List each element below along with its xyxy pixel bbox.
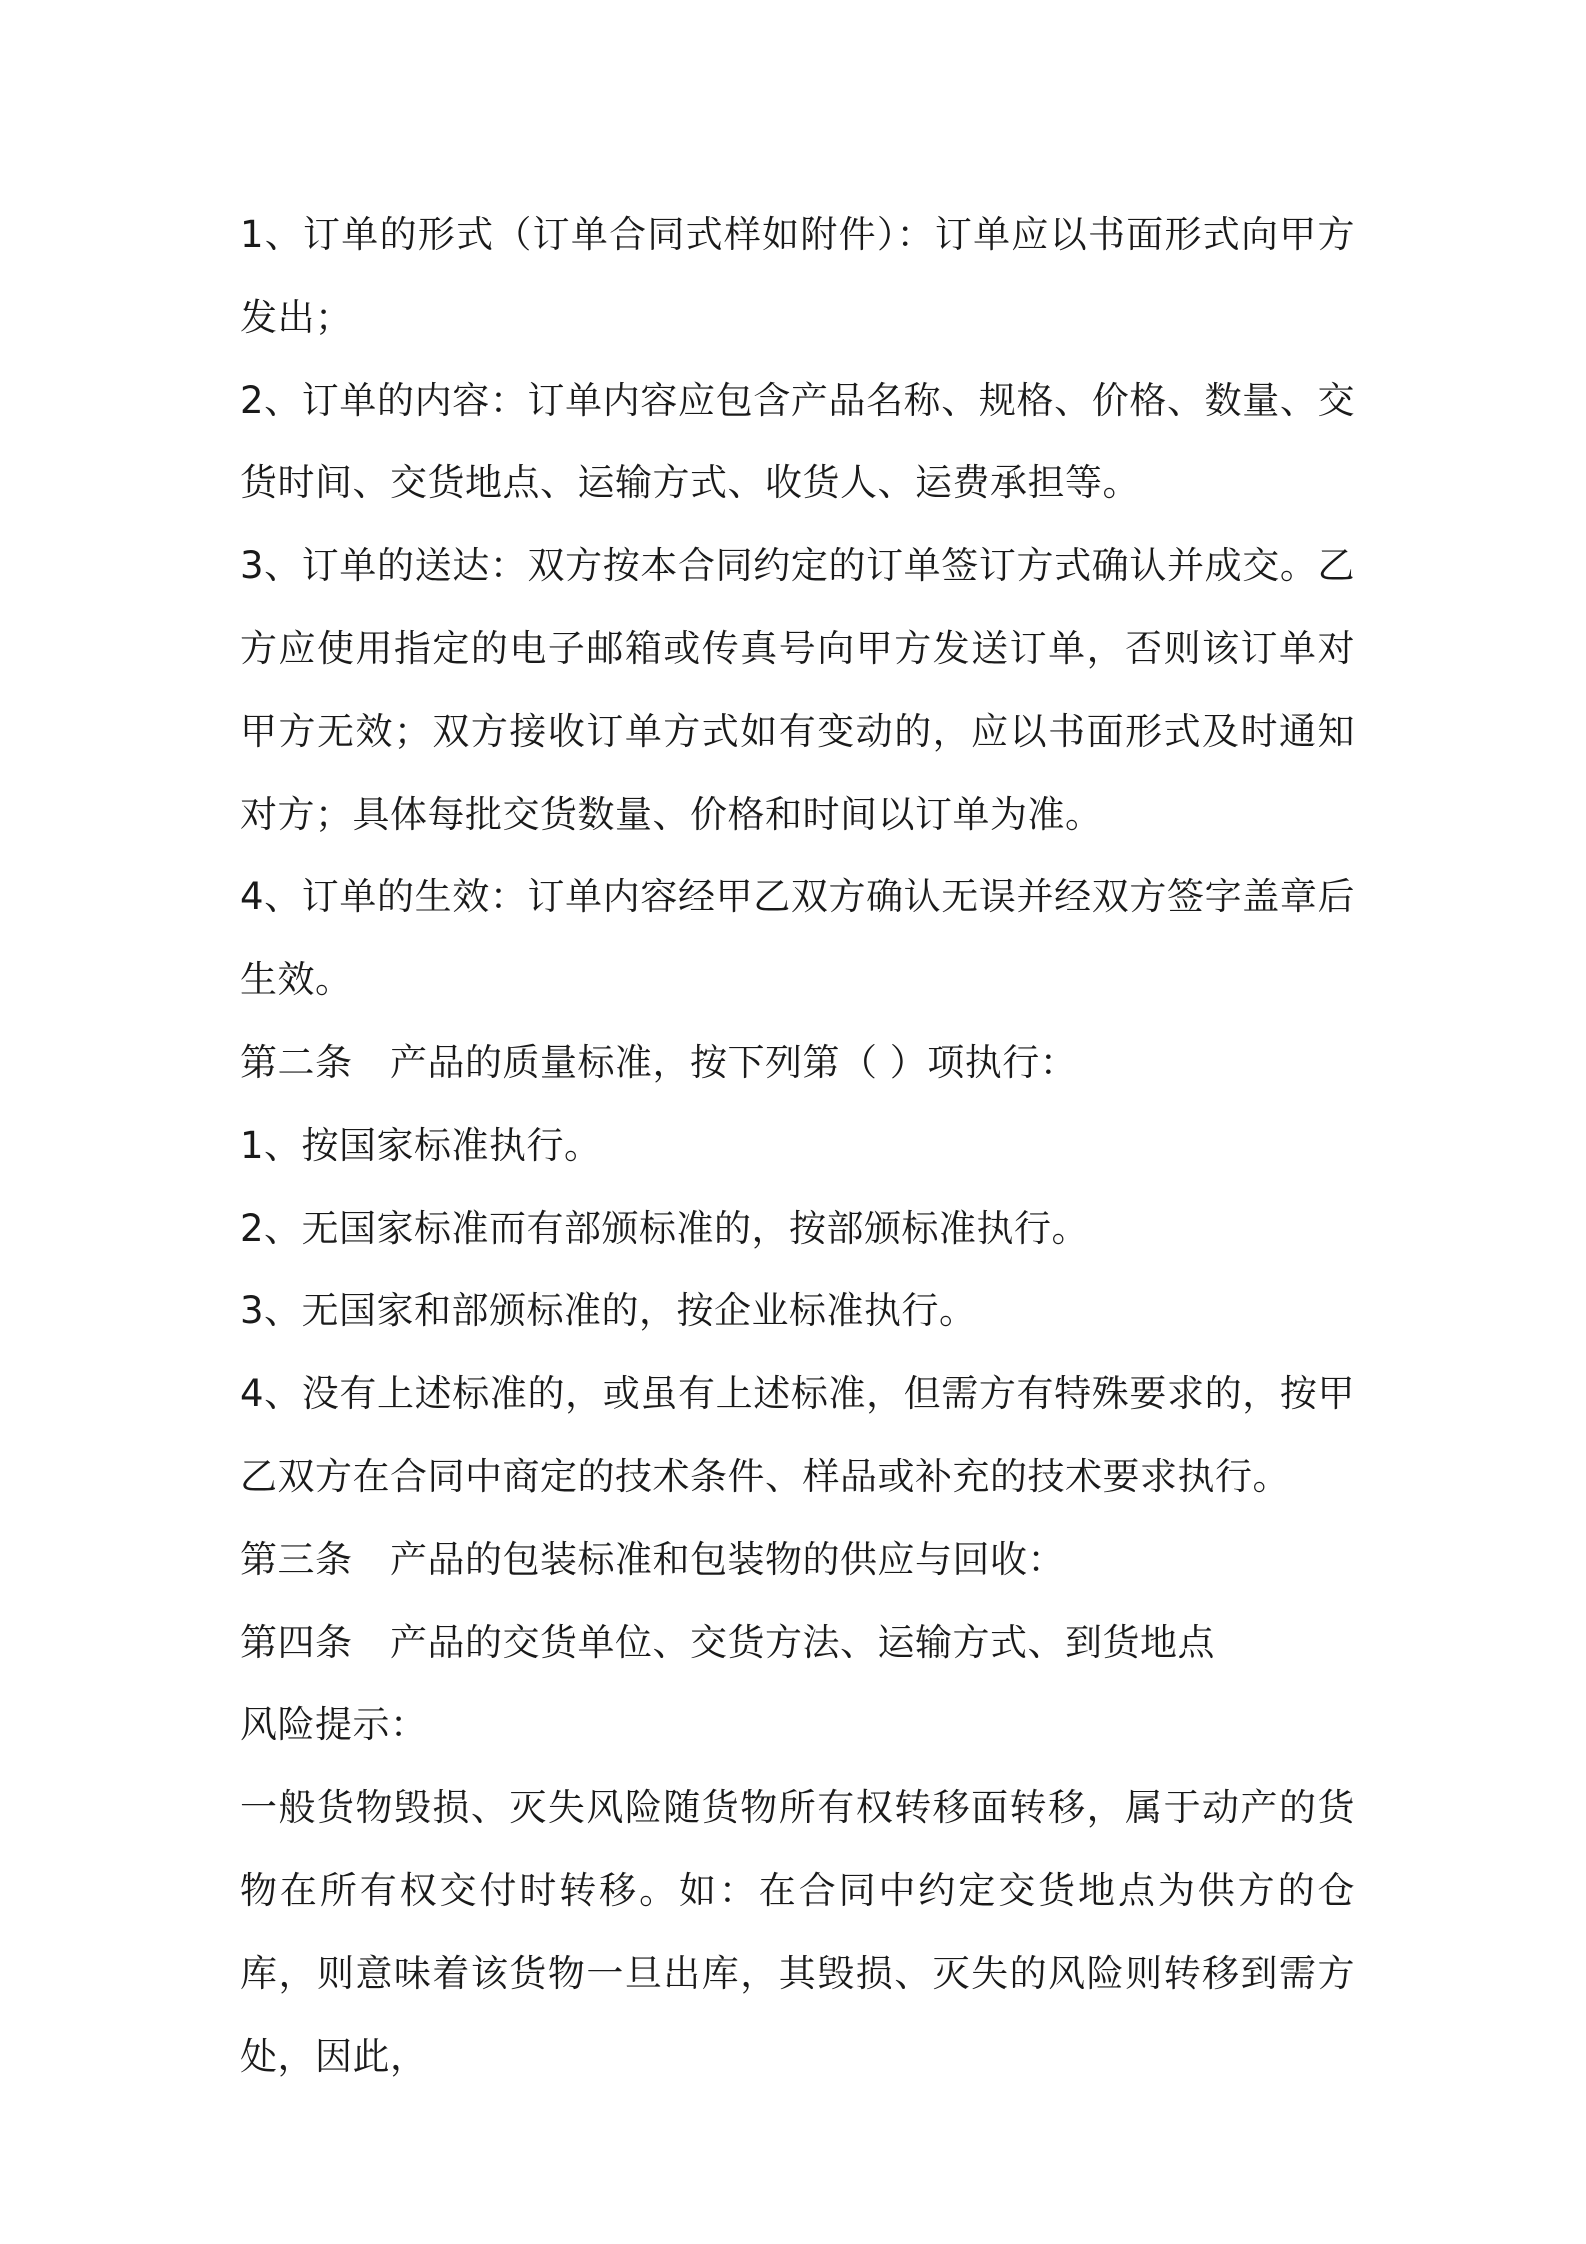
paragraph-risk-transfer: 一般货物毁损、灭失风险随货物所有权转移面转移，属于动产的货物在所有权交付时转移。如：在合同中约定交货地点为供方的仓库，则意味着该货物一旦出库，其毁损、灭失的风险则转移到需方处，因此， bbox=[240, 1786, 1355, 2078]
paragraph-order-effect: 4、订单的生效：订单内容经甲乙双方确认无误并经双方签字盖章后生效。 bbox=[240, 875, 1355, 1002]
article-3-heading: 第三条 产品的包装标准和包装物的供应与回收： bbox=[240, 1537, 1065, 1581]
paragraph-order-form: 1、订单的形式（订单合同式样如附件）：订单应以书面形式向甲方发出； bbox=[240, 213, 1355, 339]
document-body bbox=[240, 194, 1355, 2098]
paragraph-order-delivery: 3、订单的送达：双方按本合同约定的订单签订方式确认并成交。乙方应使用指定的电子邮箱或传真号向甲方发送订单，否则该订单对甲方无效；双方接收订单方式如有变动的，应以书面形式及时通知对方；具体每批交货数量、价格和时间以订单为准。 bbox=[240, 544, 1355, 836]
paragraph-order-content: 2、订单的内容：订单内容应包含产品名称、规格、价格、数量、交货时间、交货地点、运输方式、收货人、运费承担等。 bbox=[240, 378, 1355, 505]
risk-warning-heading: 风险提示： bbox=[240, 1703, 428, 1747]
paragraph-national-standard: 1、按国家标准执行。 bbox=[240, 1123, 602, 1167]
article-4-heading: 第四条 产品的交货单位、交货方法、运输方式、到货地点 bbox=[240, 1620, 1215, 1664]
article-2-heading: 第二条 产品的质量标准，按下列第（ ）项执行： bbox=[240, 1040, 1078, 1084]
paragraph-special-requirements: 4、没有上述标准的，或虽有上述标准，但需方有特殊要求的，按甲乙双方在合同中商定的技术条件、样品或补充的技术要求执行。 bbox=[240, 1372, 1355, 1498]
paragraph-enterprise-standard: 3、无国家和部颁标准的，按企业标准执行。 bbox=[240, 1289, 977, 1333]
paragraph-ministry-standard: 2、无国家标准而有部颁标准的，按部颁标准执行。 bbox=[240, 1206, 1090, 1250]
